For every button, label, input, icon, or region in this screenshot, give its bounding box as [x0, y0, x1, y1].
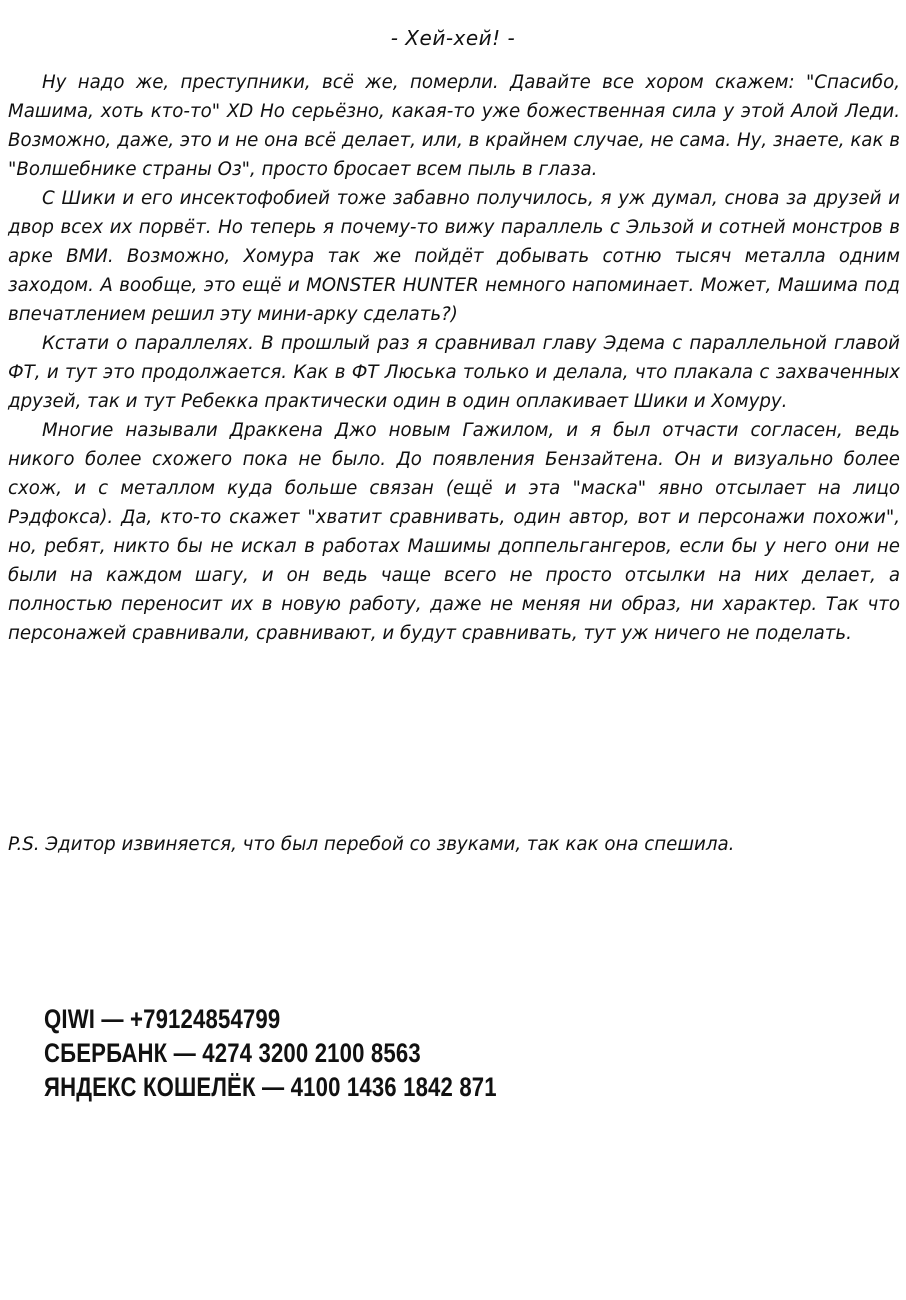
- page-title: - Хей-хей! -: [390, 26, 516, 50]
- postscript: P.S. Эдитор извиняется, что был перебой со звуками, так как она спешила.: [8, 834, 735, 855]
- donation-details: [44, 1002, 497, 1104]
- paragraph: Ну надо же, преступники, всё же, померли. Давайте все хором скажем: "Спасибо, Машима, хоть кто-то" XD Но серьёзно, какая-то уже божественная сила у этой Алой Леди. Возможно, даже, это и не она всё делает, или, в крайнем случае, не сама. Ну, знаете, как в "Волшебнике страны Оз", просто бросает всем пыль в глаза.: [8, 72, 900, 180]
- donation-sberbank: СБЕРБАНК — 4274 3200 2100 8563: [44, 1038, 421, 1068]
- donation-qiwi: QIWI — +79124854799: [44, 1004, 281, 1034]
- paragraph: Кстати о параллелях. В прошлый раз я сравнивал главу Эдема с параллельной главой ФТ, и тут это продолжается. Как в ФТ Люська только и делала, что плакала с захваченных друзей, так и тут Ребекка практически один в один оплакивает Шики и Хомуру.: [8, 333, 900, 412]
- article-body: [8, 68, 900, 648]
- paragraph: Многие называли Драккена Джо новым Гажилом, и я был отчасти согласен, ведь никого более схожего пока не было. До появления Бензайтена. Он и визуально более схож, и с металлом куда больше связан (ещё и эта "маска" явно отсылает на лицо Рэдфокса). Да, кто-то скажет "хватит сравнивать, один автор, вот и персонажи похожи", но, ребят, никто бы не искал в работах Машимы доппельгангеров, если бы у него они не были на каждом шагу, и он ведь чаще всего не просто отсылки на них делает, а полностью переносит их в новую работу, даже не меняя ни образ, ни характер. Так что персонажей сравнивали, сравнивают, и будут сравнивать, тут уж ничего не поделать.: [8, 420, 900, 644]
- donation-yandex: ЯНДЕКС КОШЕЛЁК — 4100 1436 1842 871: [44, 1072, 497, 1102]
- paragraph: С Шики и его инсектофобией тоже забавно получилось, я уж думал, снова за друзей и двор всех их порвёт. Но теперь я почему-то вижу параллель с Эльзой и сотней монстров в арке ВМИ. Возможно, Хомура так же пойдёт добывать сотню тысяч металла одним заходом. А вообще, это ещё и MONSTER HUNTER немного напоминает. Может, Машима под впечатлением решил эту мини-арку сделать?): [8, 188, 900, 325]
